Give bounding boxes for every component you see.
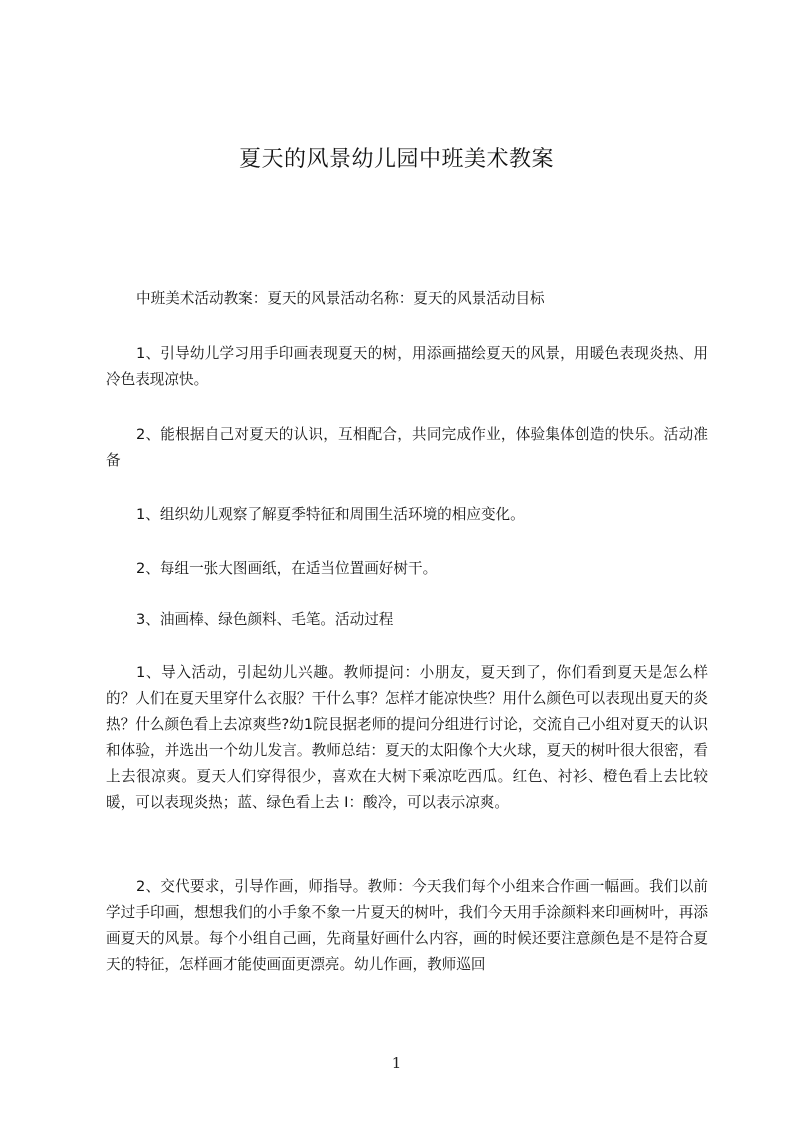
paragraph-5: [106, 556, 708, 582]
paragraph-text: 中班美术活动教案：夏天的风景活动名称：夏天的风景活动目标: [136, 290, 545, 307]
paragraph-text: 2、每组一张大图画纸，在适当位置画好树干。: [136, 560, 438, 577]
page-number: 1: [391, 1054, 402, 1072]
paragraph-8: [106, 874, 708, 978]
document-title: 夏天的风景幼儿园中班美术教案: [238, 147, 554, 172]
paragraph-text: 1、导入活动，引起幼儿兴趣。教师提问：小朋友，夏天到了，你们看到夏天是怎么样的？人们在夏天里穿什么衣服？干什么事？怎样才能凉快些？用什么颜色可以表现出夏天的炎热？什么颜色看上去凉爽些?幼1院艮据老师的提问分组进行讨论，交流自己小组对夏天的认识和体验，并选出一个幼儿发言。教师总结：夏天的太阳像个大火球，夏天的树叶很大很密，看上去很凉爽。夏天人们穿得很少，喜欢在大树下乘凉吃西瓜。红色、衬衫、橙色看上去比较暖，可以表现炎热；蓝、绿色看上去 I：酸冷，可以表示凉爽。: [106, 664, 708, 811]
paragraph-text: 1、引导幼儿学习用手印画表现夏天的树，用添画描绘夏天的风景，用暖色表现炎热、用冷色表现凉快。: [106, 345, 708, 388]
paragraph-text: 2、能根据自己对夏天的认识，互相配合，共同完成作业，体验集体创造的快乐。活动准备: [106, 426, 708, 469]
paragraph-7: [106, 660, 708, 816]
paragraph-3: [106, 422, 708, 474]
paragraph-6: [106, 607, 708, 633]
paragraph-text: 3、油画棒、绿色颜料、毛笔。活动过程: [136, 611, 394, 628]
paragraph-4: [106, 502, 708, 528]
paragraph-text: 1、组织幼儿观察了解夏季特征和周围生活环境的相应变化。: [136, 506, 525, 523]
paragraph-2: [106, 341, 708, 393]
paragraph-text: 2、交代要求，引导作画，师指导。教师：今天我们每个小组来合作画一幅画。我们以前学过手印画，想想我们的小手象不象一片夏天的树叶，我们今天用手涂颜料来印画树叶，再添画夏天的风景。每个小组自己画，先商量好画什么内容，画的时候还要注意颜色是不是符合夏天的特征，怎样画才能使画面更漂亮。幼儿作画，教师巡回: [106, 878, 708, 973]
paragraph-1: [106, 286, 708, 312]
